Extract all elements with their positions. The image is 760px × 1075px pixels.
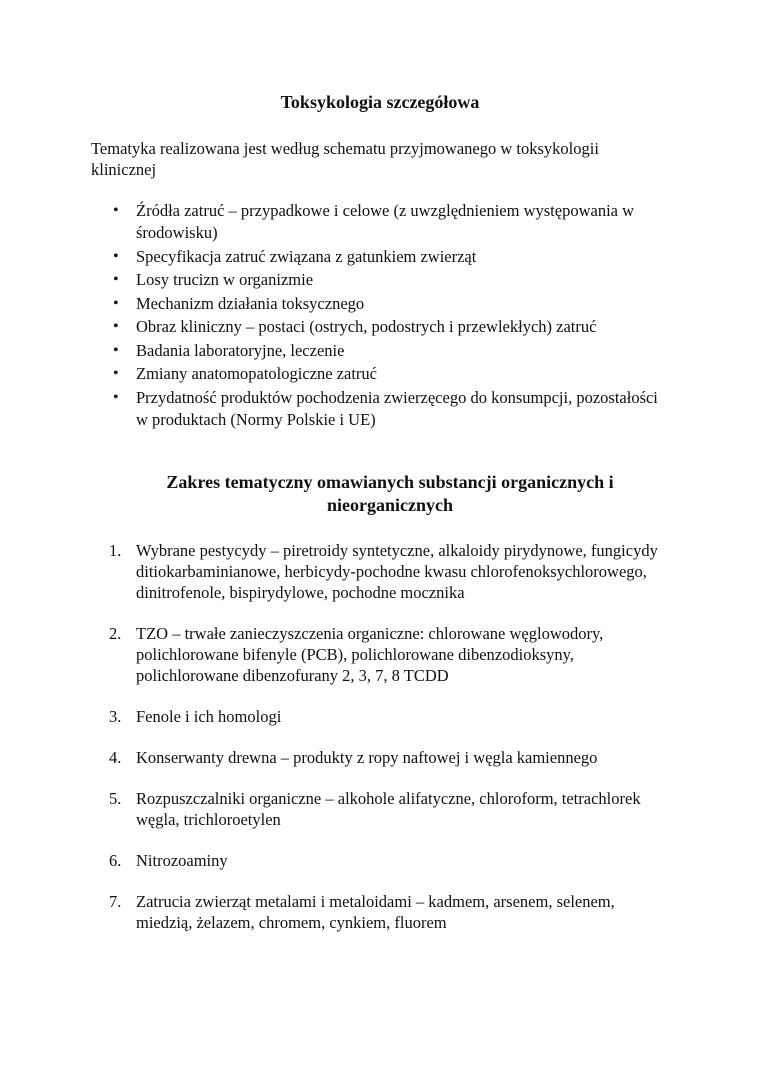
list-item <box>0 747 666 768</box>
list-item-text: Mechanizm działania toksycznego <box>136 293 365 313</box>
list-item-text: Konserwanty drewna – produkty z ropy naftowej i węgla kamiennego <box>136 748 598 767</box>
list-number: 7. <box>109 892 122 911</box>
list-item-text: Nitrozoaminy <box>136 851 228 870</box>
list-item-text: Fenole i ich homologi <box>136 707 282 726</box>
list-item <box>0 340 666 362</box>
list-number: 4. <box>109 748 122 767</box>
list-number: 3. <box>109 707 122 726</box>
list-item <box>0 623 666 686</box>
list-number: 5. <box>109 789 122 808</box>
bullet-icon: • <box>113 202 119 219</box>
bullet-icon: • <box>113 247 119 265</box>
bullet-icon: • <box>113 341 119 359</box>
list-number: 6. <box>109 851 122 870</box>
list-item-text: Obraz kliniczny – postaci (ostrych, podostrych i przewlekłych) zatruć <box>136 317 597 336</box>
list-item <box>0 363 666 385</box>
list-item <box>0 200 666 244</box>
list-number: 2. <box>109 624 122 643</box>
bullet-icon: • <box>113 365 119 382</box>
list-item-text: Rozpuszczalniki organiczne – alkohole alifatyczne, chloroform, tetrachlorek węgla, trichloroetylen <box>136 789 641 829</box>
list-item-text: Losy trucizn w organizmie <box>136 270 314 289</box>
list-item <box>0 706 666 727</box>
list-item <box>0 540 666 603</box>
intro-paragraph: Tematyka realizowana jest według schematu przyjmowanego w toksykologii klinicznej <box>91 139 599 179</box>
page-title: Toksykologia szczegółowa <box>280 92 480 112</box>
bullet-icon: • <box>113 318 119 335</box>
bullet-icon: • <box>113 294 119 312</box>
list-item-text: Źródła zatruć – przypadkowe i celowe (z uwzględnieniem występowania w środowisku) <box>136 201 635 242</box>
list-number: 1. <box>109 541 122 560</box>
list-item <box>0 788 666 830</box>
numbered-list <box>0 540 666 953</box>
list-item <box>0 850 666 871</box>
section-heading: Zakres tematyczny omawianych substancji organicznych i nieorganicznych <box>166 472 614 515</box>
list-item-text: Zatrucia zwierząt metalami i metaloidami – kadmem, arsenem, selenem, miedzią, żelazem, chromem, cynkiem, fluorem <box>136 892 615 932</box>
list-item-text: TZO – trwałe zanieczyszczenia organiczne: chlorowane węglowodory, polichlorowane bifenyle (PCB), polichlorowane dibenzodioksyny, polichlorowane dibenzofurany 2, 3, 7, 8 TCDD <box>136 624 604 685</box>
list-item <box>0 316 666 338</box>
list-item <box>0 246 666 268</box>
list-item-text: Wybrane pestycydy – piretroidy syntetyczne, alkaloidy pirydynowe, fungicydy ditiokarbaminianowe, herbicydy-pochodne kwasu chlorofenoksychlorowego, dinitrofenole, bispirydylowe, pochodne mocznika <box>136 541 658 602</box>
list-item <box>0 891 666 933</box>
bullet-list <box>0 200 666 432</box>
bullet-icon: • <box>113 271 119 288</box>
bullet-icon: • <box>113 388 119 406</box>
list-item-text: Badania laboratoryjne, leczenie <box>136 340 345 360</box>
list-item <box>0 269 666 291</box>
list-item-text: Zmiany anatomopatologiczne zatruć <box>136 364 377 383</box>
list-item-text: Przydatność produktów pochodzenia zwierzęcego do konsumpcji, pozostałości w produktach (Normy Polskie i UE) <box>136 387 658 429</box>
list-item <box>0 293 666 315</box>
list-item <box>0 387 666 431</box>
list-item-text: Specyfikacja zatruć związana z gatunkiem zwierząt <box>136 246 477 266</box>
